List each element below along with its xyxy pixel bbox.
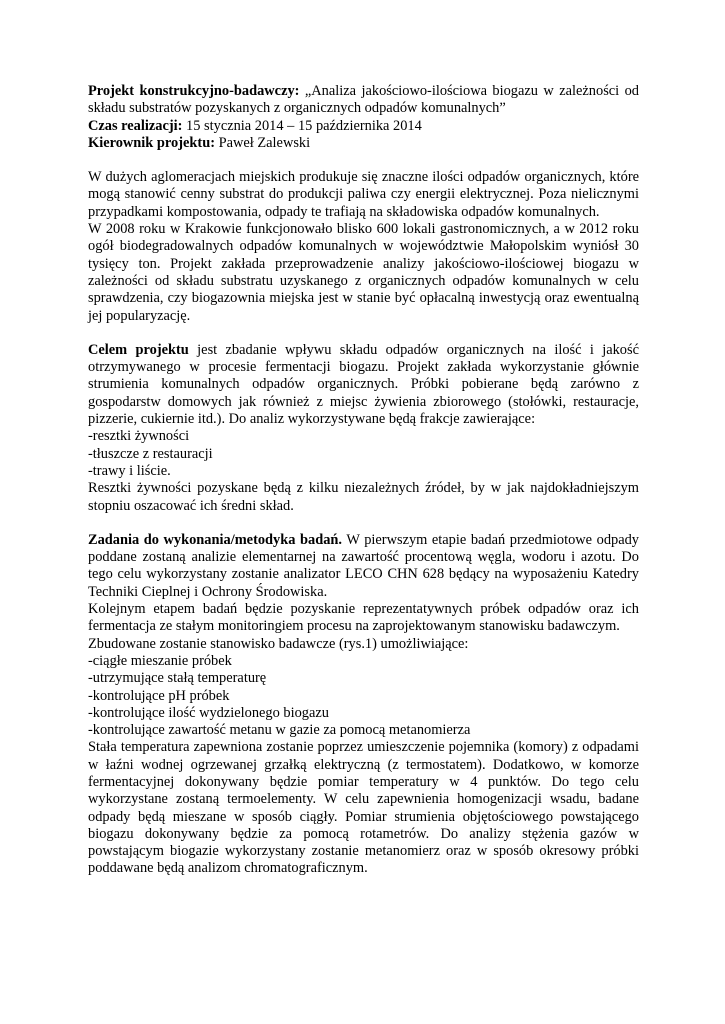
goal-paragraph xyxy=(88,342,639,428)
tasks-paragraph-4: Stała temperatura zapewniona zostanie poprzez umieszczenie pojemnika (komory) z odpadami w łaźni wodnej ogrzewanej grzałką elektryczną (z termostatem). Dodatkowo, w komorze fermentacyjnej dokonywany będzie pomiar temperatury w 4 punktów. Do tego celu wykorzystane zostaną termoelementy. W celu zapewnienia homogenizacji wsadu, badane odpady będą mieszane w sposób ciągły. Pomiar strumienia objętościowego powstającego biogazu dokonywany będzie za pomocą rotametrów. Do analizy stężenia gazów w powstającym biogazie wykorzystany zostanie metanomierz oraz w sposób okresowy próbki poddawane będą analizom chromatograficznym. xyxy=(88,739,639,877)
period-value: 15 stycznia 2014 – 15 października 2014 xyxy=(186,117,422,134)
spacer xyxy=(88,152,639,169)
goal-item: -tłuszcze z restauracji xyxy=(88,445,213,462)
tasks-paragraph-2: Kolejnym etapem badań będzie pozyskanie reprezentatywnych próbek odpadów oraz ich fermentacja ze stałym monitoringiem procesu na zaprojektowanym stanowisku badawczym. xyxy=(88,601,639,635)
tasks-item: -kontrolujące pH próbek xyxy=(88,687,230,704)
goal-item: -resztki żywności xyxy=(88,428,190,445)
goal-item: -trawy i liście. xyxy=(88,462,171,479)
goal-closing: Resztki żywności pozyskane będą z kilku niezależnych źródeł, by w jak najdokładniejszym stopniu oszacować ich średni skład. xyxy=(88,480,639,514)
tasks-text: W pierwszym etapie badań przedmiotowe odpady poddane zostaną analizie elementarnej na zawartość procentową węgla, wodoru i azotu. Do tego celu wykorzystany zostanie analizator LECO CHN 628 będący na wyposażeniu Katedry Techniki Cieplnej i Ochrony Środowiska. xyxy=(88,531,639,600)
intro-paragraph-2: W 2008 roku w Krakowie funkcjonowało blisko 600 lokali gastronomicznych, a w 2012 roku ogół biodegradowalnych odpadów komunalnych w województwie Małopolskim wyniósł 30 tysięcy ton. Projekt zakłada przeprowadzenie analizy jakościowo-ilościowej biogazu w zależności od składu substratu uzyskanego z organicznych odpadów komunalnych w celu sprawdzenia, czy biogazownia miejska jest w stanie być opłacalną inwestycją oraz ewentualną jej popularyzację. xyxy=(88,221,639,324)
period-label: Czas realizacji: xyxy=(88,117,183,134)
document-page xyxy=(88,83,639,878)
manager-label: Kierownik projektu: xyxy=(88,134,215,151)
tasks-paragraph-3: Zbudowane zostanie stanowisko badawcze (rys.1) umożliwiające: xyxy=(88,635,469,652)
manager-value: Paweł Zalewski xyxy=(218,134,311,151)
tasks-item: -kontrolujące ilość wydzielonego biogazu xyxy=(88,704,329,721)
tasks-paragraph xyxy=(88,532,639,601)
period-line xyxy=(88,118,639,135)
project-label: Projekt konstrukcyjno-badawczy: xyxy=(88,83,300,99)
manager-line xyxy=(88,135,639,152)
intro-paragraph-1: W dużych aglomeracjach miejskich produkuje się znaczne ilości odpadów organicznych, które mogą stanowić cenny substrat do produkcji paliwa czy energii elektrycznej. Poza nielicznymi przypadkami kompostowania, odpady te trafiają na składowiska odpadów komunalnych. xyxy=(88,169,639,220)
goal-label: Celem projektu xyxy=(88,341,189,358)
tasks-label: Zadania do wykonania/metodyka badań. xyxy=(88,531,343,548)
spacer xyxy=(88,515,639,532)
project-title: „Analiza jakościowo-ilościowa biogazu w zależności od składu substratów pozyskanych z organicznych odpadów komunalnych” xyxy=(88,83,640,117)
tasks-item: -utrzymujące stałą temperaturę xyxy=(88,670,267,687)
goal-text: jest zbadanie wpływu składu odpadów organicznych na ilość i jakość otrzymywanego w procesie fermentacji biogazu. Projekt zakłada wykorzystanie głównie strumienia komunalnych odpadów organicznych. Próbki pobierane będą zarówno z gospodarstw domowych jak również z miejsc żywienia zbiorowego (stołówki, restauracje, pizzerie, cukiernie itd.). Do analiz wykorzystywane będą frakcje zawierające: xyxy=(88,341,639,428)
spacer xyxy=(88,325,639,342)
project-title-line xyxy=(88,83,639,118)
tasks-item: -kontrolujące zawartość metanu w gazie za pomocą metanomierza xyxy=(88,722,471,739)
tasks-item: -ciągłe mieszanie próbek xyxy=(88,652,232,669)
